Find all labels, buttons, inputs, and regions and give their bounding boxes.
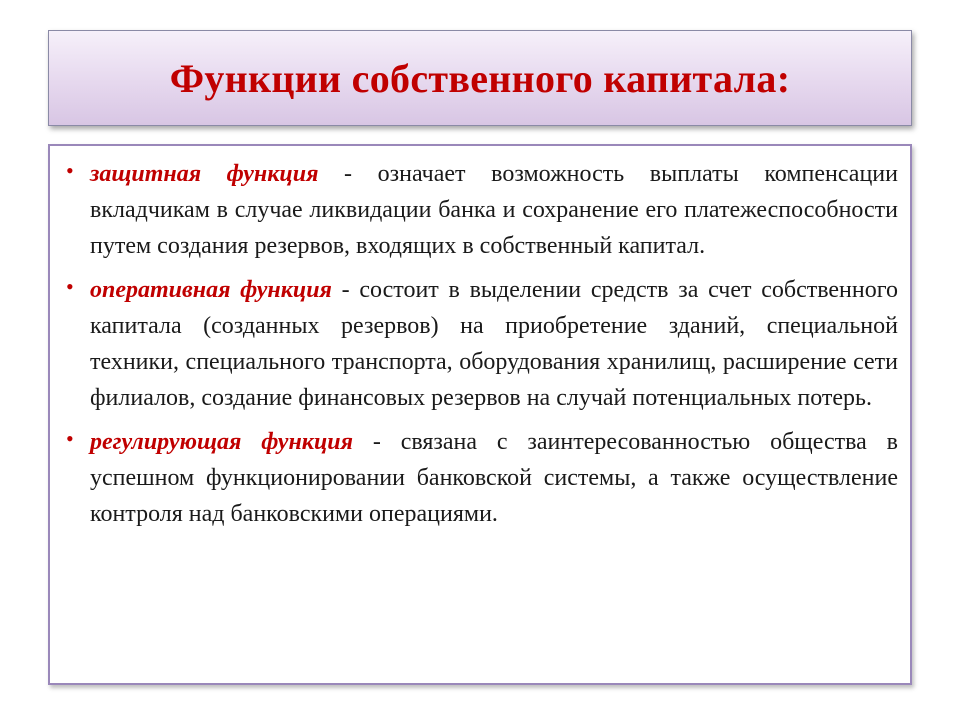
bullet-icon: • [66, 274, 74, 299]
term-regulatory: регулирующая функция [90, 429, 354, 455]
description-regulatory: - связана с заинтересованностью общества в успешном функционировании банковской системы, а также осуществление контроля над банковскими операциями. [90, 429, 898, 527]
description-operational: - состоит в выделении средств за счет собственного капитала (созданных резервов) на приобретение зданий, специальной техники, специального транспорта, оборудования хранилищ, расширение сети филиалов, создание финансовых резервов на случай потенциальных потерь. [90, 277, 898, 411]
bullet-icon: • [66, 158, 74, 183]
bullet-icon: • [66, 426, 74, 451]
list-item-protective [66, 156, 898, 264]
term-operational: оперативная функция [90, 277, 332, 303]
description-protective: - означает возможность выплаты компенсации вкладчикам в случае ликвидации банка и сохранение его платежеспособности путем создания резервов, входящих в собственный капитал. [90, 161, 898, 259]
title-banner [48, 30, 912, 126]
term-protective: защитная функция [90, 161, 319, 187]
slide-title: Функции собственного капитала: [169, 55, 791, 101]
content-panel [48, 144, 912, 685]
list-item-operational [66, 272, 898, 416]
list-item-regulatory [66, 424, 898, 532]
